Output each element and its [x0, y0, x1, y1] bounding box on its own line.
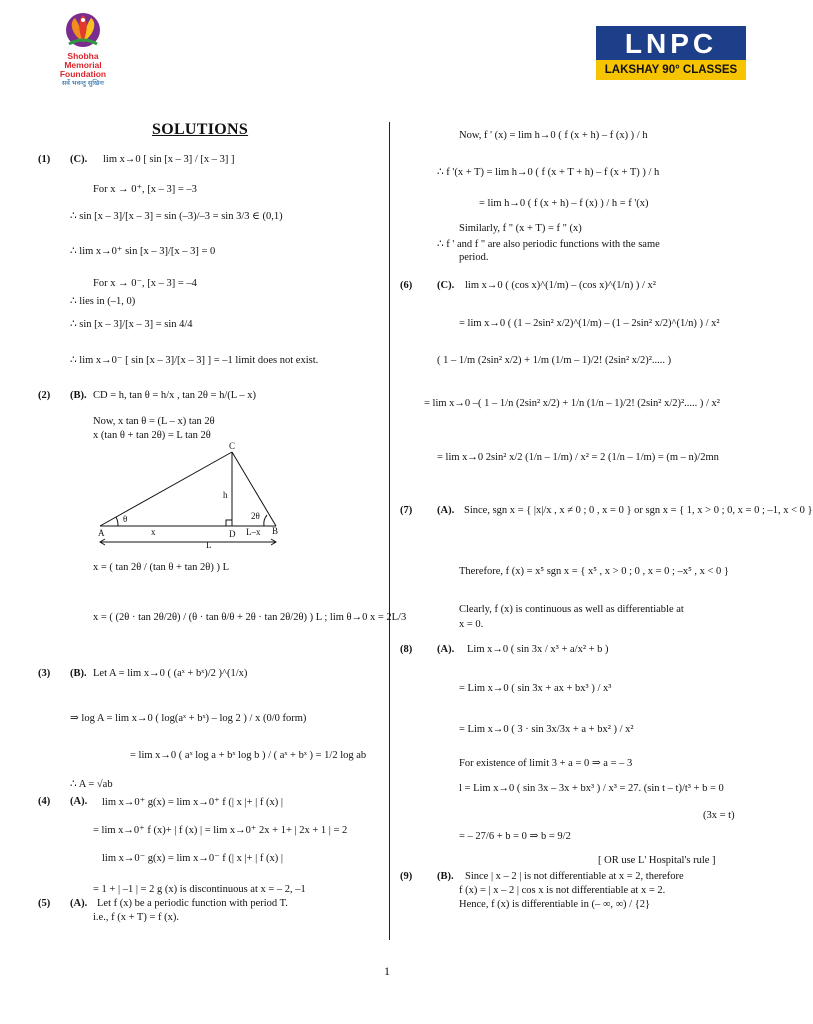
q4-line: = 1 + | –1 | = 2 g (x) is discontinuous at x = – 2, –1 [93, 884, 306, 895]
q1-line: ∴ lies in (–1, 0) [70, 296, 136, 307]
label-l: L [206, 540, 212, 550]
label-2theta: 2θ [251, 511, 260, 521]
q2-line: x (tan θ + tan 2θ) = L tan 2θ [93, 430, 211, 441]
logo-line-1: Shobha [67, 51, 99, 61]
q6-number: (6) [400, 280, 413, 291]
label-d: D [229, 529, 236, 539]
q1-answer: (C). [70, 154, 88, 165]
triangle-diagram [96, 440, 286, 555]
q7-line: x = 0. [459, 619, 484, 630]
q2-number: (2) [38, 390, 51, 401]
flower-emblem-icon [61, 12, 105, 52]
q1-line: For x → 0⁻, [x – 3] = –4 [93, 278, 197, 289]
q2-after-line: x = ( (2θ · tan 2θ/2θ) / (θ · tan θ/θ + 2θ · tan 2θ/2θ) ) L ; lim θ→0 x = 2L/3 [93, 612, 407, 623]
q6-line: = lim x→0 2sin² x/2 (1/n – 1/m) / x² = 2 (1/n – 1/m) = (m – n)/2mn [437, 452, 719, 463]
q9-line: f (x) = | x – 2 | cos x is not differentiable at x = 2. [459, 885, 666, 896]
logo-line-2: Memorial [64, 60, 102, 70]
q8-line: [ OR use L' Hospital's rule ] [598, 855, 716, 866]
q4-number: (4) [38, 796, 51, 807]
q5-cont-line: = lim h→0 ( f (x + h) – f (x) ) / h = f '(x) [479, 198, 649, 209]
label-x: x [151, 527, 156, 537]
q8-line: (3x = t) [703, 810, 735, 821]
q3-line: ⇒ log A = lim x→0 ( log(aˣ + bˣ) – log 2 ) / x (0/0 form) [70, 713, 307, 724]
q7-line: Therefore, f (x) = x⁵ sgn x = { x⁵ , x > 0 ; 0 , x = 0 ; –x⁵ , x < 0 } [459, 566, 729, 577]
q2-line: CD = h, tan θ = h/x , tan 2θ = h/(L – x) [93, 390, 257, 401]
q5-cont-line: ∴ f ' and f " are also periodic functions with the same [437, 239, 660, 250]
shobha-foundation-logo [52, 12, 114, 87]
q4-line: lim x→0⁺ g(x) = lim x→0⁺ f (| x |+ | f (x) | [102, 797, 283, 808]
q8-line: Lim x→0 ( sin 3x / x³ + a/x² + b ) [467, 644, 609, 655]
q6-line: = lim x→0 –( 1 – 1/n (2sin² x/2) + 1/n (1/n – 1)/2! (2sin² x/2)²..... ) / x² [424, 398, 720, 409]
q4-answer: (A). [70, 796, 88, 807]
label-a: A [98, 528, 105, 538]
q8-line: = Lim x→0 ( 3 · sin 3x/3x + a + bx² ) / x² [459, 724, 634, 735]
q5-line: Let f (x) be a periodic function with period T. [97, 898, 288, 909]
q8-line: = Lim x→0 ( sin 3x + ax + bx³ ) / x³ [459, 683, 612, 694]
label-theta: θ [123, 514, 128, 524]
q1-line: ∴ sin [x – 3]/[x – 3] = sin 4/4 [70, 319, 193, 330]
label-b: B [272, 526, 279, 536]
column-divider [389, 122, 390, 940]
q6-line: lim x→0 ( (cos x)^(1/m) – (cos x)^(1/n) ) / x² [465, 280, 656, 291]
q8-line: = – 27/6 + b = 0 ⇒ b = 9/2 [459, 831, 571, 842]
q7-line: Clearly, f (x) is continuous as well as differentiable at [459, 604, 684, 615]
logo-tagline: सर्वे भवन्तु सुखिनः [61, 79, 105, 87]
q6-line: ( 1 – 1/m (2sin² x/2) + 1/m (1/m – 1)/2! (2sin² x/2)²..... ) [437, 355, 672, 366]
q3-line: Let A = lim x→0 ( (aˣ + bˣ)/2 )^(1/x) [93, 668, 248, 679]
q9-answer: (B). [437, 871, 454, 882]
q5-cont-line: Now, f ' (x) = lim h→0 ( f (x + h) – f (x) ) / h [459, 130, 648, 141]
label-l-minus-x: L–x [246, 527, 261, 537]
page-title: SOLUTIONS [152, 121, 249, 138]
q8-line: l = Lim x→0 ( sin 3x – 3x + bx³ ) / x³ = 27. (sin t – t)/t³ + b = 0 [459, 783, 724, 794]
q2-after-line: x = ( tan 2θ / (tan θ + tan 2θ) ) L [93, 562, 229, 573]
q5-cont-line: ∴ f '(x + T) = lim h→0 ( f (x + T + h) – f (x + T) ) / h [437, 167, 660, 178]
lakshay-classes-logo [596, 26, 746, 80]
q5-cont-line: period. [459, 252, 489, 263]
q8-number: (8) [400, 644, 413, 655]
q1-line: ∴ lim x→0⁻ [ sin [x – 3]/[x – 3] ] = –1 limit does not exist. [70, 355, 319, 366]
q7-answer: (A). [437, 505, 455, 516]
q1-number: (1) [38, 154, 51, 165]
q9-number: (9) [400, 871, 413, 882]
q6-line: = lim x→0 ( (1 – 2sin² x/2)^(1/m) – (1 – 2sin² x/2)^(1/n) ) / x² [459, 318, 720, 329]
lnpc-logo-band [596, 26, 746, 60]
q7-number: (7) [400, 505, 413, 516]
page-number: 1 [384, 964, 390, 978]
q4-line: lim x→0⁻ g(x) = lim x→0⁻ f (| x |+ | f (x) | [102, 853, 283, 864]
q3-line: ∴ A = √ab [70, 779, 113, 790]
lakshay-strap: LAKSHAY 90° CLASSES [596, 60, 746, 80]
q7-line: Since, sgn x = { |x|/x , x ≠ 0 ; 0 , x = 0 } or sgn x = { 1, x > 0 ; 0, x = 0 ; –1, x < 0 } [464, 505, 813, 516]
label-h: h [223, 490, 228, 500]
q5-number: (5) [38, 898, 51, 909]
q5-answer: (A). [70, 898, 88, 909]
q2-line: Now, x tan θ = (L – x) tan 2θ [93, 416, 215, 427]
q3-line: = lim x→0 ( aˣ log a + bˣ log b ) / ( aˣ + bˣ ) = 1/2 log ab [130, 750, 367, 761]
q5-line: i.e., f (x + T) = f (x). [93, 912, 179, 923]
q8-answer: (A). [437, 644, 455, 655]
lnpc-letters: LNPC [624, 28, 718, 59]
q2-answer: (B). [70, 390, 87, 401]
q1-line: ∴ lim x→0⁺ sin [x – 3]/[x – 3] = 0 [70, 246, 216, 257]
q5-cont-line: Similarly, f " (x + T) = f " (x) [459, 223, 582, 234]
q1-line: For x → 0⁺, [x – 3] = –3 [93, 184, 197, 195]
logo-line-3: Foundation [59, 69, 107, 79]
label-c: C [229, 441, 236, 451]
q9-line: Since | x – 2 | is not differentiable at x = 2, therefore [465, 871, 684, 882]
q4-line: = lim x→0⁺ f (x)+ | f (x) | = lim x→0⁺ 2x + 1+ | 2x + 1 | = 2 [93, 825, 348, 836]
q1-line: lim x→0 [ sin [x – 3] / [x – 3] ] [103, 154, 235, 165]
q8-line: For existence of limit 3 + a = 0 ⇒ a = – 3 [459, 758, 633, 769]
q1-line: ∴ sin [x – 3]/[x – 3] = sin (–3)/–3 = sin 3/3 ∈ (0,1) [70, 211, 283, 222]
q3-number: (3) [38, 668, 51, 679]
q3-answer: (B). [70, 668, 87, 679]
q6-answer: (C). [437, 280, 455, 291]
q9-line: Hence, f (x) is differentiable in (– ∞, ∞) / {2} [459, 899, 651, 910]
